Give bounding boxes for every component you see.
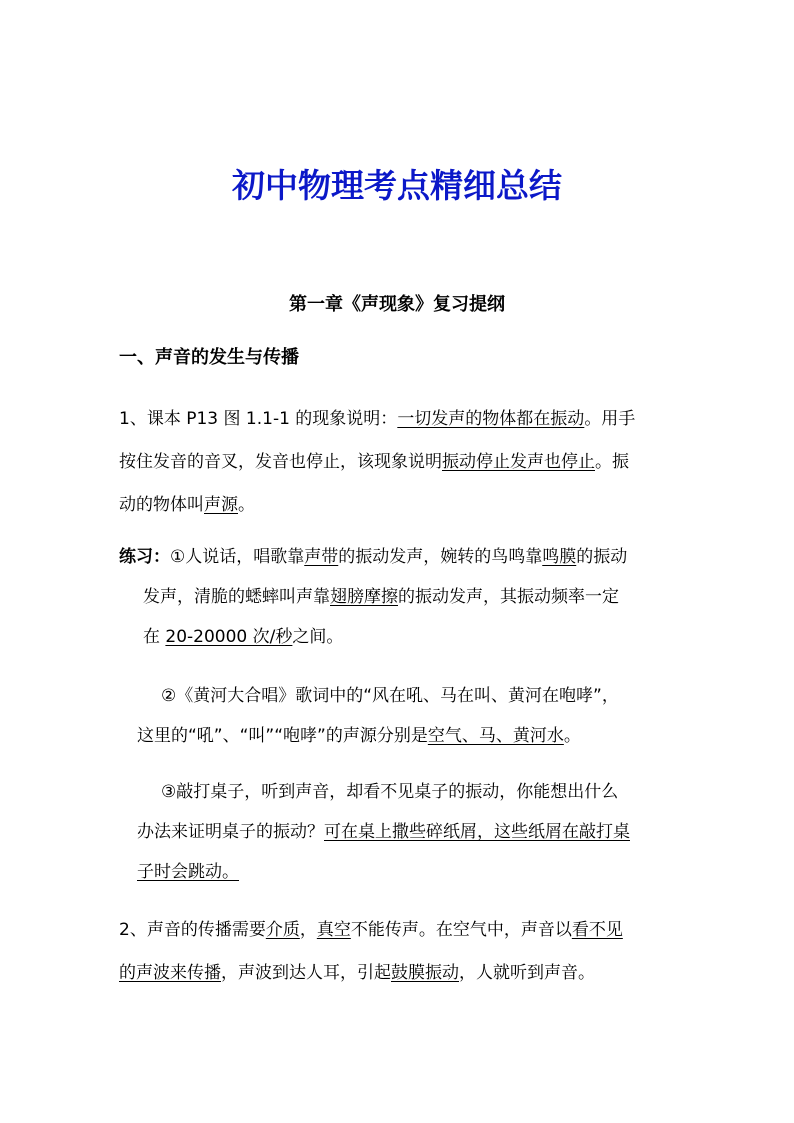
section-heading: 一、声音的发生与传播 bbox=[119, 347, 299, 368]
paragraph-line bbox=[119, 537, 627, 577]
text: 2、声音的传播需要 bbox=[119, 920, 266, 940]
answer-text: 子时会跳动。 bbox=[137, 862, 239, 882]
paragraph-line bbox=[119, 952, 623, 995]
answer-text: 真空 bbox=[316, 920, 351, 940]
text: 发声，清脆的蟋蟀叫声靠 bbox=[143, 587, 330, 607]
paragraph-2 bbox=[119, 909, 623, 995]
paragraph-1 bbox=[119, 398, 635, 527]
paragraph-line bbox=[119, 441, 635, 484]
exercise-2 bbox=[137, 676, 619, 756]
text: 。振 bbox=[595, 452, 629, 472]
answer-text: 介质 bbox=[265, 920, 300, 940]
text: 的振动发声，婉转的鸟鸣靠 bbox=[338, 547, 543, 567]
answer-text: 鼓膜振动 bbox=[391, 963, 459, 983]
exercise-1 bbox=[119, 537, 627, 657]
text: ③敲打桌子，听到声音，却看不见桌子的振动，你能想出什么 bbox=[161, 782, 619, 802]
text: ， bbox=[299, 920, 317, 940]
paragraph-line bbox=[119, 577, 627, 617]
chapter-heading: 第一章《声现象》复习提纲 bbox=[289, 294, 505, 315]
exercise-label: 练习： bbox=[119, 547, 170, 567]
answer-text: 的声波来传播 bbox=[119, 963, 221, 983]
text: 动的物体叫 bbox=[119, 495, 204, 515]
answer-text: 看不见 bbox=[571, 920, 623, 940]
text: 办法来证明桌子的振动？ bbox=[137, 822, 324, 842]
text: 。 bbox=[563, 726, 581, 746]
answer-text: 声源 bbox=[204, 495, 238, 515]
paragraph-line bbox=[119, 398, 635, 441]
text: 。 bbox=[238, 495, 255, 515]
answer-text: 鸣膜 bbox=[542, 547, 577, 567]
answer-text: 可在桌上撒些碎纸屑，这些纸屑在敲打桌 bbox=[324, 822, 630, 842]
paragraph-line bbox=[119, 909, 623, 952]
text: 的振动发声，其振动频率一定 bbox=[398, 587, 619, 607]
text: ，声波到达人耳，引起 bbox=[221, 963, 391, 983]
paragraph-line bbox=[119, 484, 635, 527]
paragraph-line bbox=[137, 812, 630, 852]
paragraph-line bbox=[137, 772, 630, 812]
text: 1、课本 P13 图 1.1-1 的现象说明： bbox=[119, 409, 398, 429]
answer-text: 振动停止发声也停止 bbox=[442, 452, 595, 472]
paragraph-line bbox=[137, 852, 630, 892]
exercise-3 bbox=[137, 772, 630, 892]
text: ②《黄河大合唱》歌词中的“风在吼、马在叫、黄河在咆哮”， bbox=[161, 686, 619, 706]
answer-text: 翅膀摩擦 bbox=[330, 587, 398, 607]
text: ①人说话，唱歌靠 bbox=[170, 547, 305, 567]
answer-text: 20-20000 次/秒 bbox=[165, 627, 293, 647]
text: 的振动 bbox=[576, 547, 628, 567]
text: 。用手 bbox=[584, 409, 636, 429]
text: 在 bbox=[143, 627, 166, 647]
text: ，人就听到声音。 bbox=[459, 963, 595, 983]
text: 不能传声。在空气中，声音以 bbox=[350, 920, 572, 940]
answer-text: 空气、马、黄河水 bbox=[427, 726, 564, 746]
document-title: 初中物理考点精细总结 bbox=[232, 166, 562, 205]
answer-text: 声带 bbox=[304, 547, 339, 567]
paragraph-line bbox=[137, 676, 619, 716]
text: 之间。 bbox=[292, 627, 344, 647]
paragraph-line bbox=[119, 617, 627, 657]
answer-text: 一切发声的物体都在振动 bbox=[397, 409, 585, 429]
text: 按住发音的音叉，发音也停止，该现象说明 bbox=[119, 452, 442, 472]
text: 这里的“吼”、“叫”“咆哮”的声源分别是 bbox=[137, 726, 428, 746]
paragraph-line bbox=[137, 716, 619, 756]
